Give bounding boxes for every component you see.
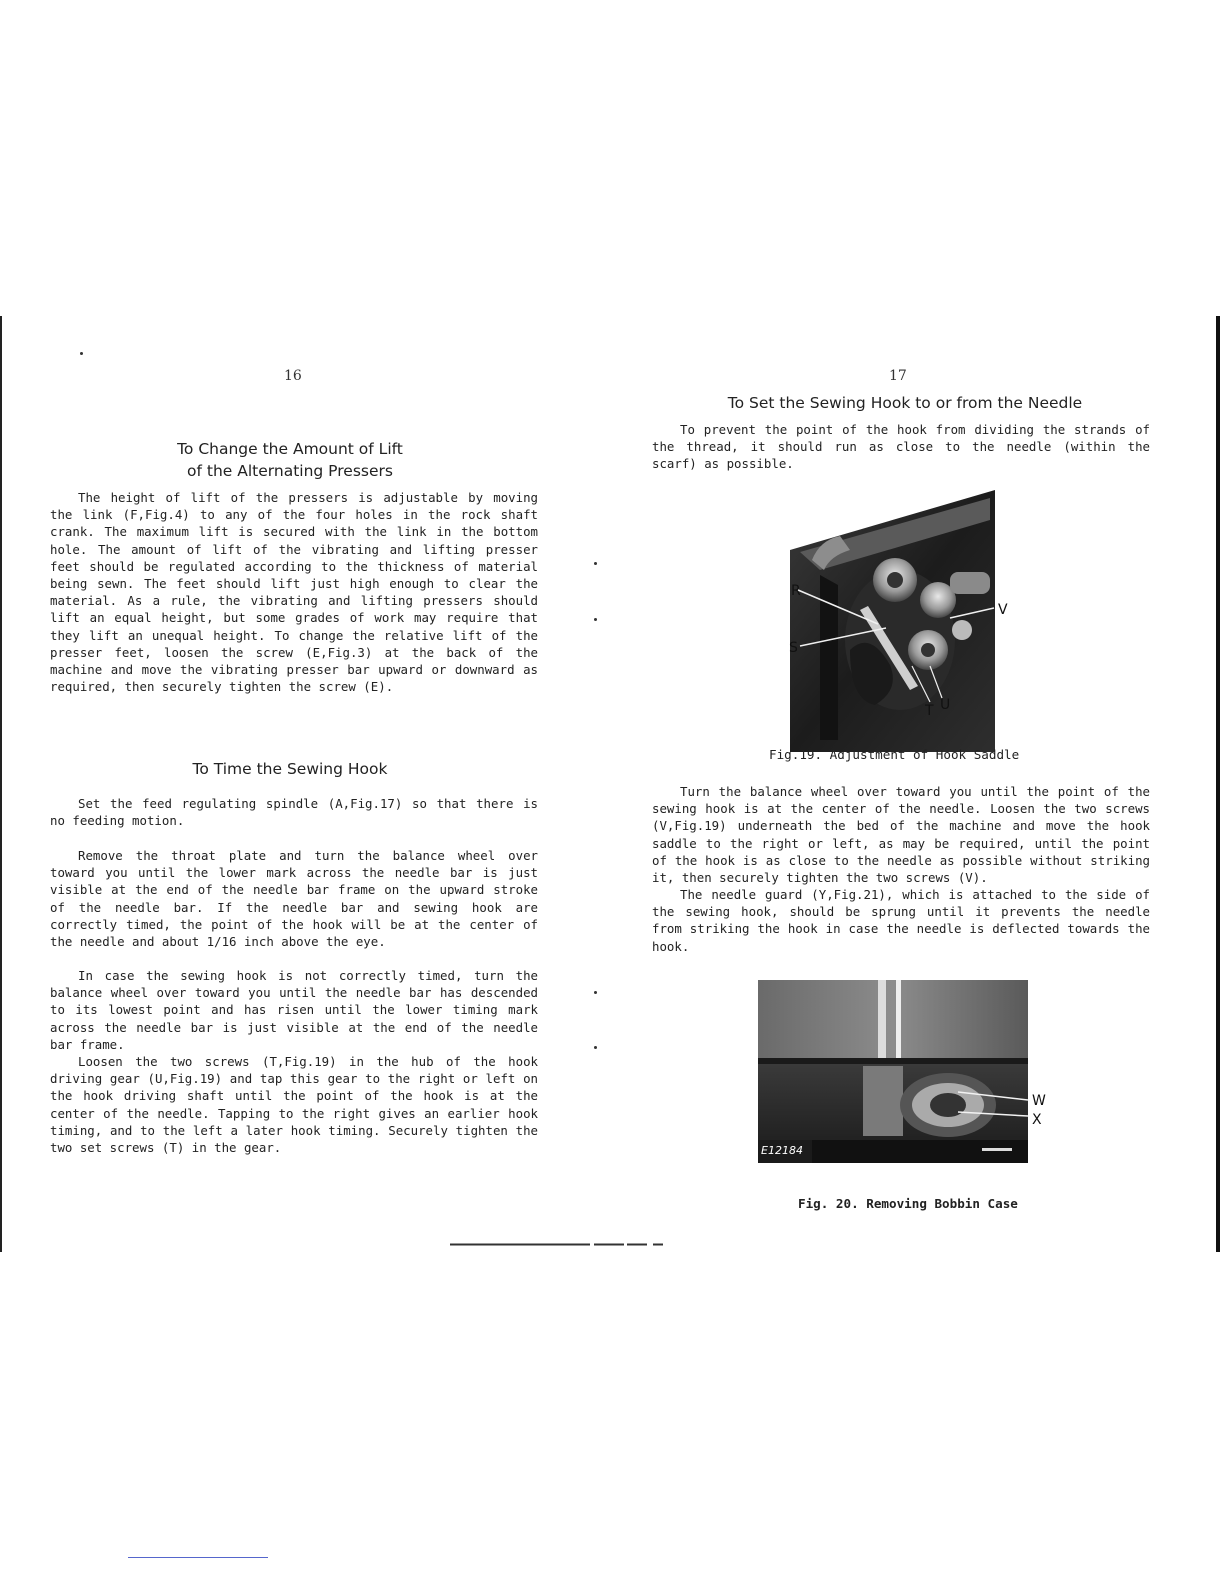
fig20-label-w: W: [1032, 1093, 1046, 1109]
timing-text-1: Set the feed regulating spindle (A,Fig.17) so that there is no feeding motion.: [50, 796, 538, 829]
timing-paragraph-4: [50, 1053, 538, 1156]
page-number-left: 16: [284, 368, 302, 384]
figure-19-photo: [790, 490, 995, 752]
scan-speck: [594, 991, 597, 994]
scan-speck: [80, 352, 83, 355]
section-title-lift: [100, 438, 480, 482]
lift-paragraph: [50, 489, 538, 695]
timing-text-2: Remove the throat plate and turn the balance wheel over toward you until the lower mark across the needle bar is just visible at the end of the needle bar frame on the upward stroke of the needle bar. If the needle bar and sewing hook are correctly timed, the point of the hook will be at the center of the needle and about 1/16 inch above the eye.: [50, 848, 538, 950]
needle-guard-paragraph: [652, 886, 1150, 955]
timing-paragraph-1: [50, 795, 538, 829]
link-underline: [128, 1557, 268, 1558]
saddle-paragraph: [652, 783, 1150, 886]
fig19-label-u: U: [940, 697, 951, 713]
bottom-rule: [450, 1243, 685, 1246]
fig19-label-r: R: [791, 583, 801, 599]
timing-paragraph-2: [50, 847, 538, 950]
scan-speck: [594, 618, 597, 621]
timing-text-3: In case the sewing hook is not correctly timed, turn the balance wheel over toward you until the needle bar has descended to its lowest point and has risen until the lower timing mark across the needle bar is just visible at the end of the needle bar frame.: [50, 968, 538, 1052]
hook-saddle-illustration: [790, 490, 995, 752]
lift-paragraph-text: The height of lift of the pressers is adjustable by moving the link (F,Fig.4) to any of the four holes in the rock shaft crank. The maximum lift is secured with the link in the bottom hole. The amount of lift of the vibrating and lifting presser feet should be regulated according to the thickness of material being sewn. The feet should lift just high enough to clear the material. As a rule, the vibrating and lifting pressers should lift an equal height, but some grades of work may require that they lift an unequal height. To change the relative lift of the presser feet, loosen the screw (E,Fig.3) at the back of the machine and move the vibrating presser bar upward or downward as required, then securely tighten the screw (E).: [50, 490, 538, 695]
bobbin-case-illustration: [758, 980, 1028, 1163]
figure-20-caption: Fig. 20. Removing Bobbin Case: [798, 1196, 1018, 1211]
page-edge-right: [1216, 316, 1220, 1252]
section-title-set-hook: To Set the Sewing Hook to or from the Needle: [727, 394, 1083, 412]
set-hook-intro-text: To prevent the point of the hook from dividing the strands of the thread, it should run as close to the needle (within the scarf) as possible.: [652, 422, 1150, 472]
scan-speck: [594, 1046, 597, 1049]
fig19-label-v: V: [998, 602, 1008, 618]
fig19-label-t: T: [925, 703, 934, 719]
page-number-right: 17: [889, 368, 907, 384]
figure-19-caption: Fig.19. Adjustment of Hook Saddle: [769, 747, 1020, 762]
timing-text-4: Loosen the two screws (T,Fig.19) in the hub of the hook driving gear (U,Fig.19) and tap this gear to the right or left on the hook driving shaft until the point of the hook is at the center of the needle. Tapping to the right gives an earlier hook timing, and to the left a later hook timing. Securely tighten the two set screws (T) in the gear.: [50, 1054, 538, 1156]
fig19-label-s: S: [789, 640, 798, 656]
fig20-stamp: E12184: [761, 1144, 803, 1157]
figure-20-photo: [758, 980, 1028, 1163]
scan-speck: [594, 562, 597, 565]
page-edge-left: [0, 316, 2, 1252]
saddle-paragraph-text: Turn the balance wheel over toward you until the point of the sewing hook is at the center of the needle. Loosen the two screws (V,Fig.19) underneath the bed of the machine and move the hook saddle to the right or left, as may be required, until the point of the hook is as close to the needle as possible without striking it, then securely tighten the two screws (V).: [652, 784, 1150, 886]
fig20-label-x: X: [1032, 1112, 1042, 1128]
timing-paragraph-3: [50, 967, 538, 1053]
needle-guard-text: The needle guard (Y,Fig.21), which is attached to the side of the sewing hook, should be sprung until it prevents the needle from striking the hook in case the needle is deflected towards the hook.: [652, 887, 1150, 954]
section-title-timing: To Time the Sewing Hook: [192, 760, 388, 778]
section-title-lift-line1: To Change the Amount of Lift: [177, 440, 403, 458]
section-title-lift-line2: of the Alternating Pressers: [187, 462, 393, 480]
set-hook-intro: [652, 421, 1150, 473]
